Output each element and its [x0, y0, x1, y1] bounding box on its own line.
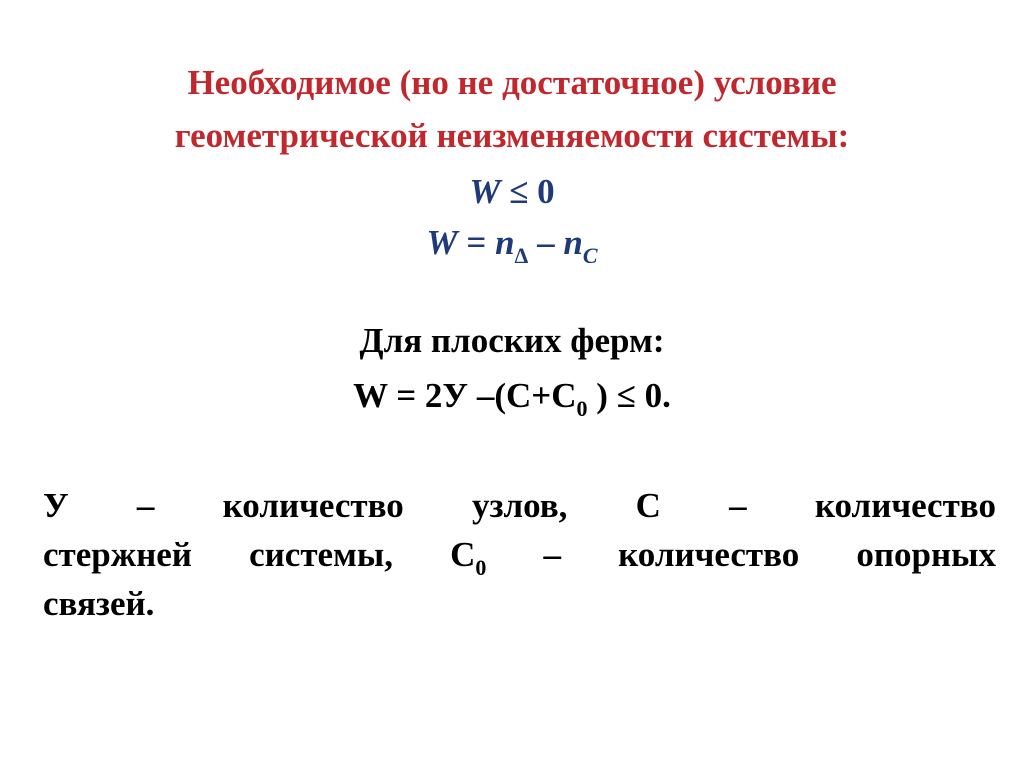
formula-minus: –: [528, 223, 564, 262]
description-row-3: [43, 579, 996, 628]
description-row-1: [43, 481, 996, 530]
formula-definition: [0, 221, 1024, 268]
formula-n-c: n: [563, 223, 583, 262]
description-word: С: [635, 486, 661, 525]
description-word: –: [136, 486, 155, 525]
description-c-subscript: 0: [475, 555, 487, 580]
description-c: С: [450, 535, 476, 574]
truss-formula-right: ) ≤ 0.: [587, 376, 671, 415]
description-word: опорных: [856, 535, 996, 574]
formula-c-subscript: C: [582, 243, 598, 268]
description-word: количество: [814, 486, 996, 525]
description-row-2: [43, 530, 996, 579]
formula-w: W: [469, 172, 501, 211]
truss-formula-subscript: 0: [576, 396, 588, 421]
description-word: системы,: [249, 535, 393, 574]
description-word: связей.: [43, 584, 155, 623]
heading-line-1: Необходимое (но не достаточное) условие: [187, 63, 837, 102]
description-word: количество: [618, 535, 800, 574]
truss-formula: [0, 374, 1024, 421]
trusses-title: Для плоских ферм:: [359, 321, 665, 360]
truss-formula-left: W = 2У –(С+С: [353, 376, 577, 415]
heading-line-2: геометрической неизменяемости системы:: [174, 116, 850, 155]
description-paragraph: [43, 481, 996, 628]
description-word-c0: [450, 530, 486, 579]
formula-inequality: [0, 170, 1024, 214]
description-word: У: [43, 486, 69, 525]
formula-w: W: [426, 223, 458, 262]
description-word: стержней: [43, 535, 192, 574]
formula-leq: ≤: [500, 172, 538, 211]
formula-equals: =: [457, 223, 496, 262]
description-word: –: [543, 535, 561, 574]
formula-delta-subscript: Δ: [514, 243, 529, 268]
description-word: количество: [222, 486, 404, 525]
description-word: –: [729, 486, 747, 525]
formula-n-delta: n: [495, 223, 515, 262]
formula-zero: 0: [537, 172, 555, 211]
description-word: узлов,: [471, 486, 568, 525]
